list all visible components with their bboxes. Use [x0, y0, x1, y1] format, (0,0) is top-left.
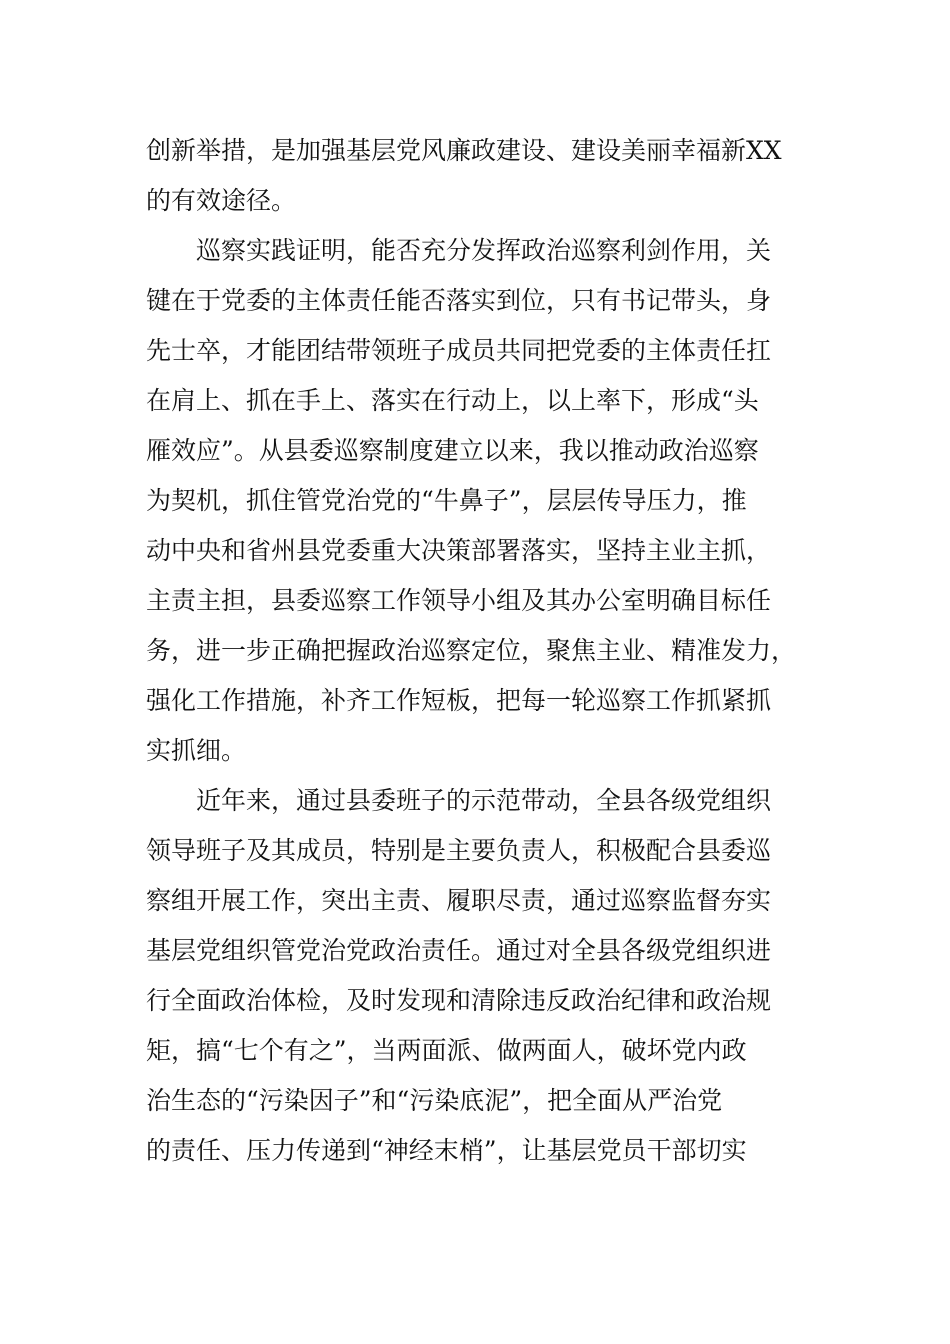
paragraph-3-line-8: 的责任、压力传递到“神经末梢”，让基层党员干部切实	[146, 1136, 747, 1165]
paragraph-1-line-2: 的有效途径。	[146, 186, 297, 215]
paragraph-2-line-3: 先士卒，才能团结带领班子成员共同把党委的主体责任扛	[146, 336, 772, 365]
paragraph-3-line-5: 行全面政治体检，及时发现和清除违反政治纪律和政治规	[146, 986, 772, 1015]
paragraph-2-line-8: 主责主担，县委巡察工作领导小组及其办公室明确目标任	[146, 586, 772, 615]
paragraph-3-line-1: 近年来，通过县委班子的示范带动，全县各级党组织	[196, 786, 772, 815]
paragraph-3-line-4: 基层党组织管党治党政治责任。通过对全县各级党组织进	[146, 936, 772, 965]
paragraph-2-line-6: 为契机，抓住管党治党的“牛鼻子”，层层传导压力，推	[146, 486, 747, 515]
paragraph-2-line-4: 在肩上、抓在手上、落实在行动上，以上率下，形成“头	[146, 386, 759, 415]
paragraph-2-line-2: 键在于党委的主体责任能否落实到位，只有书记带头，身	[146, 286, 772, 315]
paragraph-3-line-2: 领导班子及其成员，特别是主要负责人，积极配合县委巡	[146, 836, 772, 865]
paragraph-2-line-11: 实抓细。	[146, 736, 247, 765]
paragraph-2-line-10: 强化工作措施，补齐工作短板，把每一轮巡察工作抓紧抓	[146, 686, 772, 715]
paragraph-3-line-6: 矩，搞“七个有之”，当两面派、做两面人，破坏党内政	[146, 1036, 747, 1065]
paragraph-2-line-9: 务，进一步正确把握政治巡察定位，聚焦主业、精准发力，	[146, 636, 797, 665]
paragraph-3-line-7: 治生态的“污染因子”和“污染底泥”，把全面从严治党	[146, 1086, 723, 1115]
paragraph-2-line-1: 巡察实践证明，能否充分发挥政治巡察利剑作用，关	[196, 236, 772, 265]
paragraph-2-line-7: 动中央和省州县党委重大决策部署落实，坚持主业主抓，	[146, 536, 772, 565]
paragraph-1-line-1: 创新举措，是加强基层党风廉政建设、建设美丽幸福新XX	[146, 136, 782, 165]
paragraph-2-line-5: 雁效应”。从县委巡察制度建立以来，我以推动政治巡察	[146, 436, 759, 465]
paragraph-3-line-3: 察组开展工作，突出主责、履职尽责，通过巡察监督夯实	[146, 886, 772, 915]
